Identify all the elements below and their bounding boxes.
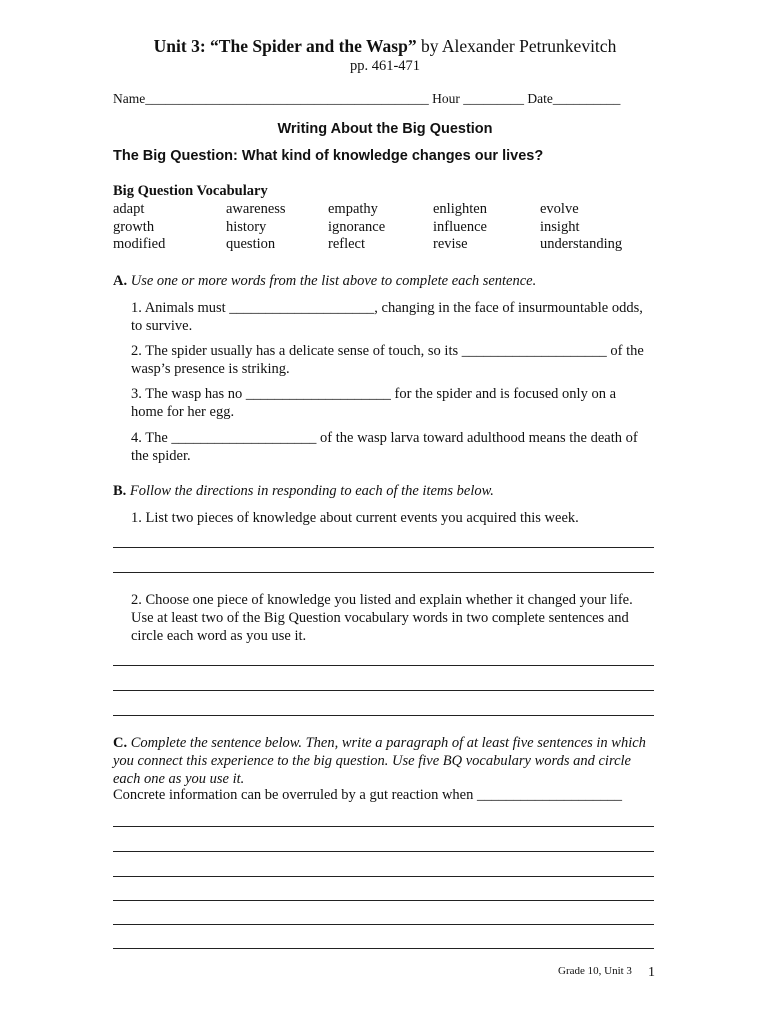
vocab-word: understanding bbox=[540, 236, 623, 252]
section-c-directions: Complete the sentence below. Then, write a paragraph of at least five sentences in which you connect this experience to the big question. Use five BQ vocabulary words and circle each one as you use it. bbox=[113, 735, 646, 787]
vocab-word: enlighten bbox=[433, 201, 487, 217]
answer-line[interactable] bbox=[113, 547, 654, 548]
vocab-word: insight bbox=[540, 218, 580, 235]
vocab-word: question bbox=[226, 236, 276, 252]
vocab-word: reflect bbox=[328, 236, 366, 252]
answer-line[interactable] bbox=[113, 876, 654, 877]
section-a-item: 4. The ____________________ of the wasp larva toward adulthood means the death of the spider. bbox=[131, 430, 638, 464]
footer-grade: Grade 10, Unit 3 bbox=[558, 965, 632, 977]
section-c-prompt: Concrete information can be overruled by a gut reaction when ____________________ bbox=[113, 787, 622, 803]
vocab-word: awareness bbox=[226, 201, 286, 217]
section-b-heading bbox=[113, 483, 494, 500]
answer-line[interactable] bbox=[113, 948, 654, 949]
section-a-item: 2. The spider usually has a delicate sense of touch, so its ____________________ of the wasp’s presence is striking. bbox=[131, 343, 644, 377]
page-range: pp. 461-471 bbox=[349, 58, 421, 74]
vocab-word: evolve bbox=[540, 201, 579, 217]
vocabulary-title: Big Question Vocabulary bbox=[113, 183, 268, 199]
section-b-item: 2. Choose one piece of knowledge you listed and explain whether it changed your life. Use at least two of the Big Question vocabulary words in two complete sentences and circle each word as you use it. bbox=[131, 592, 633, 644]
name-hour-date-line: Name__________________________________________ Hour _________ Date__________ bbox=[113, 91, 621, 106]
vocab-word: adapt bbox=[113, 201, 145, 217]
vocab-word: revise bbox=[433, 236, 468, 252]
vocabulary-row bbox=[113, 236, 673, 254]
vocab-word: modified bbox=[113, 236, 166, 252]
section-b-item: 1. List two pieces of knowledge about current events you acquired this week. bbox=[131, 510, 579, 526]
big-question: The Big Question: What kind of knowledge changes our lives? bbox=[113, 148, 544, 164]
answer-line[interactable] bbox=[113, 900, 654, 901]
answer-line[interactable] bbox=[113, 665, 654, 666]
section-c-letter: C. bbox=[113, 735, 128, 751]
section-b-letter: B. bbox=[113, 483, 127, 499]
section-c-heading bbox=[113, 734, 658, 788]
answer-line[interactable] bbox=[113, 715, 654, 716]
vocabulary-table bbox=[113, 201, 673, 254]
answer-line[interactable] bbox=[113, 690, 654, 691]
vocabulary-row bbox=[113, 219, 673, 237]
vocab-word: growth bbox=[113, 218, 155, 235]
answer-line[interactable] bbox=[113, 924, 654, 925]
answer-line[interactable] bbox=[113, 851, 654, 852]
vocab-word: ignorance bbox=[328, 218, 386, 235]
answer-line[interactable] bbox=[113, 826, 654, 827]
vocab-word: influence bbox=[433, 218, 487, 235]
page-title bbox=[0, 36, 770, 57]
answer-line[interactable] bbox=[113, 572, 654, 573]
writing-heading: Writing About the Big Question bbox=[277, 121, 493, 137]
title-author: by Alexander Petrunkevitch bbox=[416, 36, 617, 56]
section-a-directions: Use one or more words from the list above to complete each sentence. bbox=[130, 273, 537, 289]
section-a-item: 1. Animals must ____________________, changing in the face of insurmountable odds, to survive. bbox=[131, 300, 643, 334]
section-a-heading bbox=[113, 273, 536, 290]
section-a-item: 3. The wasp has no ____________________ for the spider and is focused only on a home for her egg. bbox=[131, 386, 617, 420]
page-number: 1 bbox=[648, 965, 655, 980]
section-a-letter: A. bbox=[113, 273, 128, 289]
section-b-directions: Follow the directions in responding to each of the items below. bbox=[129, 483, 494, 499]
title-bold: Unit 3: “The Spider and the Wasp” bbox=[153, 36, 417, 56]
vocab-word: empathy bbox=[328, 201, 378, 217]
vocabulary-row bbox=[113, 201, 673, 219]
vocab-word: history bbox=[226, 218, 267, 235]
